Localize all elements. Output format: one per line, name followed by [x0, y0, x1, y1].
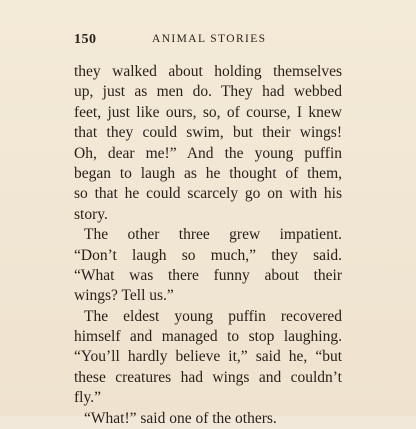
text-line: “You’ll hardly believe it,” said he, “but	[74, 348, 342, 366]
running-title: ANIMAL STORIES	[152, 33, 267, 45]
text-line: fly.”	[74, 389, 101, 407]
text-line: these creatures had wings and couldn’t	[74, 368, 342, 386]
text-line: so that he could scarcely go on with his	[74, 185, 342, 203]
body-text	[74, 62, 342, 427]
text-line: feet, just like ours, so, of course, I knew	[74, 103, 342, 121]
page-number: 150	[74, 32, 97, 47]
text-line: they walked about holding themselves	[74, 63, 342, 80]
text-line: Oh, dear me!” And the young puffin	[74, 144, 342, 162]
text-line: “Don’t laugh so much,” they said.	[74, 246, 342, 264]
text-line: “What!” said one of the others.	[84, 409, 277, 427]
text-line: himself and managed to stop laughing.	[74, 328, 342, 346]
text-line: began to laugh as he thought of them,	[74, 164, 342, 182]
text-line: wings? Tell us.”	[74, 287, 174, 305]
text-line: The eldest young puffin recovered	[84, 307, 342, 325]
text-line: story.	[74, 205, 108, 223]
text-line: “What was there funny about their	[74, 266, 342, 284]
text-line: that they could swim, but their wings!	[74, 124, 342, 142]
text-line: The other three grew impatient.	[84, 226, 342, 244]
text-line: up, just as men do. They had webbed	[74, 83, 342, 101]
running-head	[74, 32, 346, 50]
